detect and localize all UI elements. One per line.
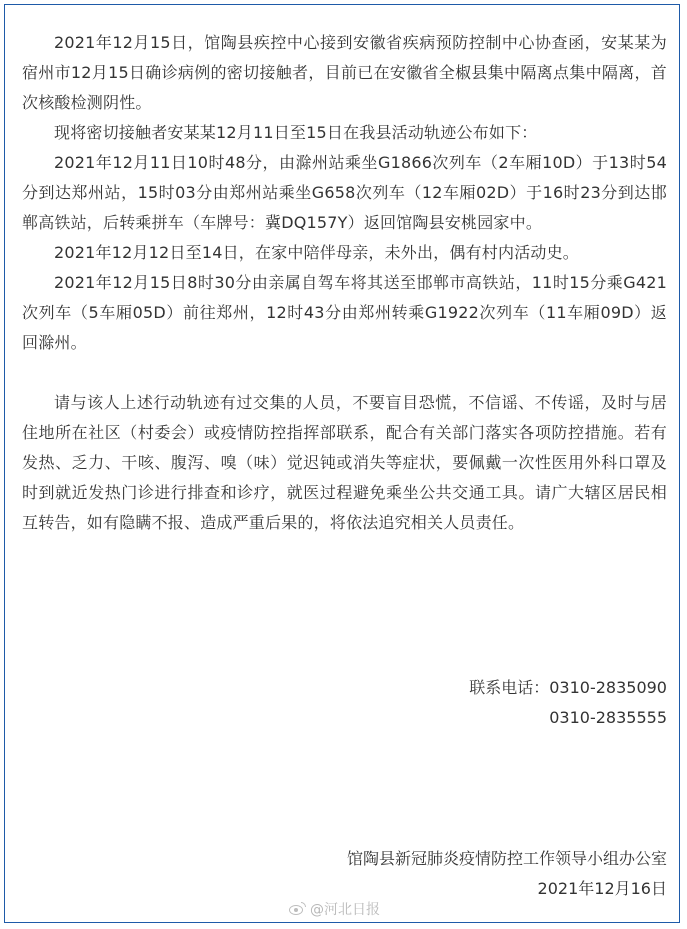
paragraph-dec-15: 2021年12月15日8时30分由亲属自驾车将其送至邯郸市高铁站，11时15分乘G421次列车（5车厢05D）前往郑州，12时43分由郑州转乘G1922次列车（11车厢09D）返回滁州。	[22, 273, 667, 352]
contact-phone-2: 0310-2835555	[549, 708, 667, 727]
paragraph-advisory: 请与该人上述行动轨迹有过交集的人员，不要盲目恐慌，不信谣、不传谣，及时与居住地所在社区（村委会）或疫情防控指挥部联系，配合有关部门落实各项防控措施。若有发热、乏力、干咳、腹泻、嗅（味）觉迟钝或消失等症状，要佩戴一次性医用外科口罩及时到就近发热门诊进行排查和诊疗，就医过程避免乘坐公共交通工具。请广大辖区居民相互转告，如有隐瞒不报、造成严重后果的，将依法追究相关人员责任。	[22, 393, 667, 532]
signature-block	[347, 844, 667, 904]
signature-date: 2021年12月16日	[537, 879, 667, 898]
weibo-icon	[288, 902, 306, 916]
signature-office: 馆陶县新冠肺炎疫情防控工作领导小组办公室	[346, 849, 667, 868]
paragraph-intro: 现将密切接触者安某某12月11日至15日在我县活动轨迹公布如下：	[54, 123, 538, 142]
watermark-text: @河北日报	[310, 902, 380, 918]
contact-phone-1: 联系电话：0310-2835090	[469, 678, 667, 697]
paragraph-dec-11: 2021年12月11日10时48分，由滁州站乘坐G1866次列车（2车厢10D）于13时54分到达郑州站，15时03分由郑州站乘坐G658次列车（12车厢02D）于16时23分到达邯郸高铁站，后转乘拼车（车牌号：冀DQ157Y）返回馆陶县安桃园家中。	[22, 153, 667, 232]
watermark	[288, 899, 380, 919]
paragraph-notice: 2021年12月15日，馆陶县疾控中心接到安徽省疾病预防控制中心协查函，安某某为宿州市12月15日确诊病例的密切接触者，目前已在安徽省全椒县集中隔离点集中隔离，首次核酸检测阴性。	[22, 33, 667, 112]
paragraph-dec-12-14: 2021年12月12日至14日，在家中陪伴母亲，未外出，偶有村内活动史。	[54, 243, 579, 262]
blank-line	[22, 358, 667, 388]
contact-phones	[469, 673, 667, 733]
document-body	[22, 28, 667, 538]
